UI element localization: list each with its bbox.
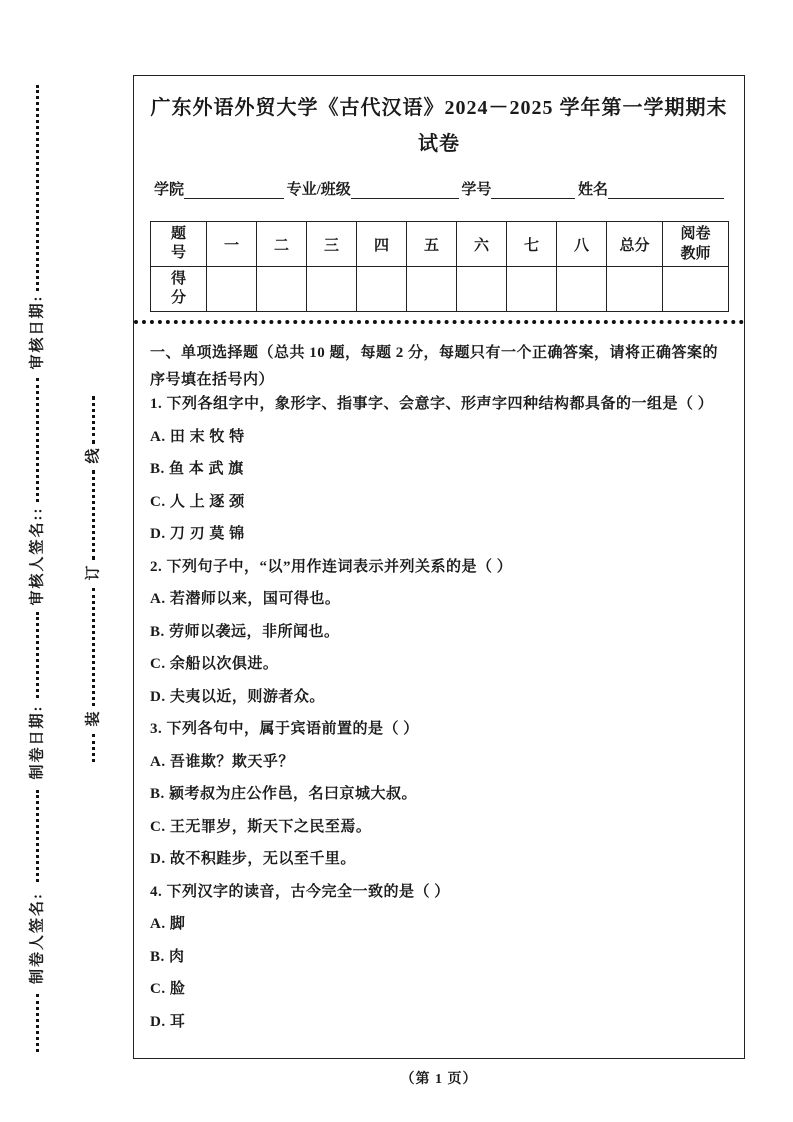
field-label-college: 学院	[154, 182, 185, 198]
section-title: 一、单项选择题（总共 10 题，每题 2 分，每题只有一个正确答案，请将正确答案的序号填在括号内）	[150, 345, 719, 388]
score-cell-empty	[507, 267, 557, 312]
dotted-line	[92, 396, 95, 444]
dotted-line	[36, 378, 39, 502]
option-line: D. 夫夷以近，则游者众。	[150, 688, 325, 705]
score-cell-empty	[557, 267, 607, 312]
binding-line-char-xian: 线	[85, 448, 102, 464]
question-stem: 1. 下列各组字中，象形字、指事字、会意字、形声字四种结构都具备的一组是（ ）	[150, 396, 714, 412]
dotted-line	[36, 994, 39, 1052]
blank-major-class	[351, 182, 459, 199]
option-line: A. 脚	[150, 916, 186, 932]
question-stem: 4. 下列汉字的读音，古今完全一致的是（ ）	[150, 883, 450, 900]
cell-col-8: 八	[557, 222, 607, 267]
option-line: B. 鱼 本 武 旗	[150, 461, 244, 477]
binding-line-char-ding: 订	[85, 565, 102, 581]
score-table	[150, 221, 729, 312]
cell-grader-label: 阅卷教师	[663, 222, 729, 267]
dotted-line	[92, 734, 95, 762]
option-line: D. 故不积跬步，无以至千里。	[150, 851, 356, 867]
option-line: C. 余船以次俱进。	[150, 656, 279, 672]
cell-col-4: 四	[357, 222, 407, 267]
cell-col-5: 五	[407, 222, 457, 267]
field-label-major-class: 专业/班级	[286, 182, 351, 198]
option-line: B. 颍考叔为庄公作邑，名曰京城大叔。	[150, 786, 418, 802]
dotted-line	[36, 612, 39, 698]
score-cell-empty	[357, 267, 407, 312]
cell-col-7: 七	[507, 222, 557, 267]
blank-name	[608, 182, 724, 199]
score-cell-empty	[457, 267, 507, 312]
dotted-line	[92, 470, 95, 560]
option-line: A. 田 末 牧 特	[150, 428, 245, 445]
score-cell-empty	[257, 267, 307, 312]
dotted-line	[36, 790, 39, 882]
score-cell-empty	[207, 267, 257, 312]
field-label-student-id: 学号	[461, 182, 492, 198]
dotted-separator	[134, 320, 744, 324]
student-info-line	[150, 178, 728, 199]
option-line: C. 脸	[150, 981, 186, 997]
blank-college	[184, 182, 284, 199]
option-line: C. 王无罪岁，斯天下之民至焉。	[150, 818, 372, 835]
question-2	[150, 557, 728, 707]
margin-label-maker-sign: 制卷人签名:	[29, 892, 46, 984]
cell-col-6: 六	[457, 222, 507, 267]
binding-line-char-zhuang: 装	[85, 711, 102, 727]
score-table-header-row	[151, 222, 729, 267]
question-1	[150, 394, 728, 544]
margin-label-maker-date: 制卷日期:	[29, 704, 46, 780]
cell-col-1: 一	[207, 222, 257, 267]
page-title: 广东外语外贸大学《古代汉语》2024－2025 学年第一学期期末试卷	[150, 97, 728, 155]
score-cell-empty	[407, 267, 457, 312]
option-line: A. 若潜师以来，国可得也。	[150, 591, 341, 607]
question-stem: 3. 下列各句中，属于宾语前置的是（ ）	[150, 721, 419, 737]
option-line: D. 刀 刃 莫 锦	[150, 526, 245, 542]
score-table-score-row	[151, 267, 729, 312]
margin-label-review-date: 审核日期:	[29, 294, 46, 370]
question-stem: 2. 下列句子中，“以”用作连词表示并列关系的是（ ）	[150, 558, 513, 575]
cell-col-3: 三	[307, 222, 357, 267]
cell-col-2: 二	[257, 222, 307, 267]
option-line: A. 吾谁欺？欺天乎？	[150, 753, 294, 770]
option-line: B. 肉	[150, 948, 185, 965]
cell-score-label: 得分	[151, 267, 207, 312]
cell-question-number-label: 题号	[151, 222, 207, 267]
option-line: D. 耳	[150, 1013, 186, 1030]
score-cell-empty	[663, 267, 729, 312]
score-cell-empty	[607, 267, 663, 312]
blank-student-id	[491, 182, 575, 199]
option-line: B. 劳师以袭远，非所闻也。	[150, 623, 340, 640]
cell-total-label: 总分	[607, 222, 663, 267]
dotted-line	[36, 85, 39, 291]
exam-content-box	[133, 75, 745, 1059]
score-cell-empty	[307, 267, 357, 312]
question-4	[150, 882, 728, 1032]
question-3	[150, 719, 728, 869]
footer-page-number: （第 1 页）	[400, 1072, 478, 1087]
dotted-line	[92, 588, 95, 706]
field-label-name: 姓名	[577, 182, 608, 198]
option-line: C. 人 上 逐 颈	[150, 493, 245, 510]
margin-label-reviewer-sign: 审核人签名::	[29, 506, 46, 606]
